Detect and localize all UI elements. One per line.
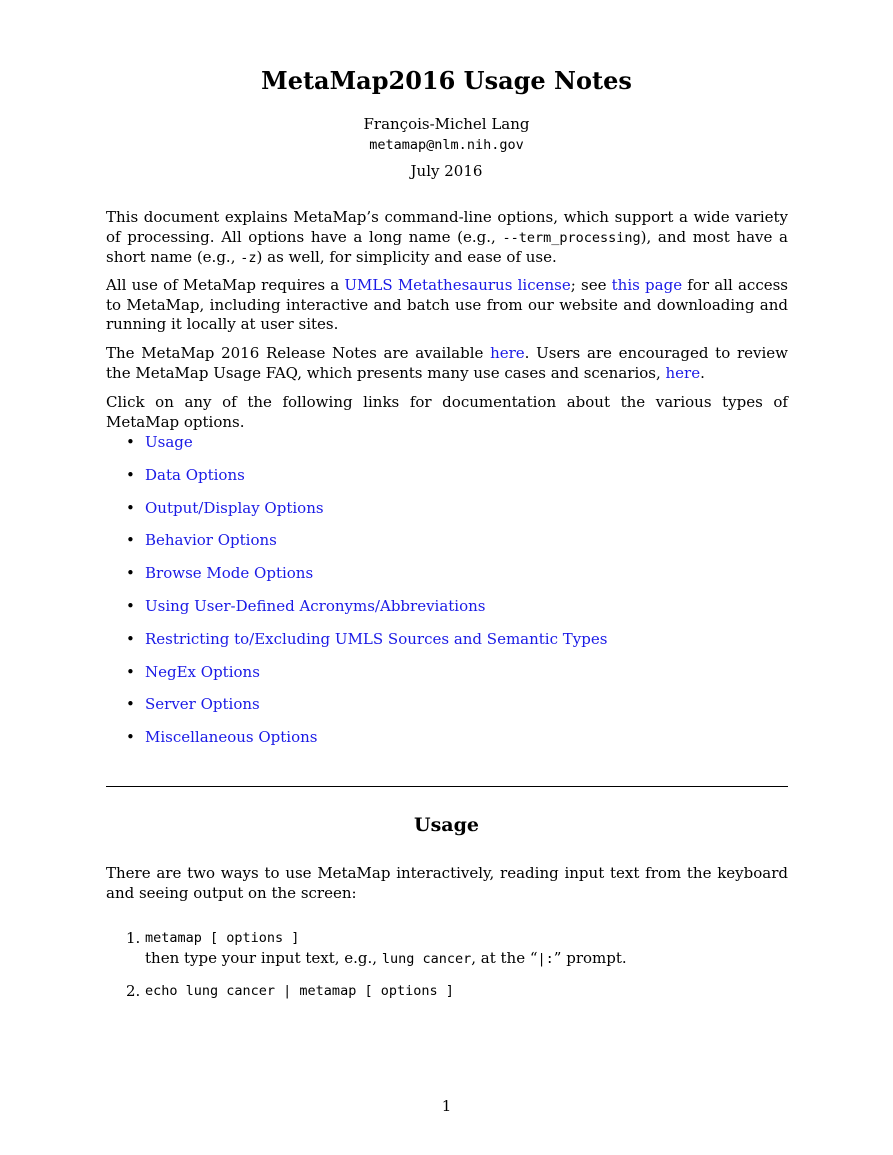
intro-paragraph-2 — [106, 276, 788, 335]
text-run: for all access to MetaMap, including interactive and batch use from our website and downloading and running it locally at user sites. — [106, 276, 788, 333]
list-item — [126, 728, 607, 761]
text-run: All use of MetaMap requires a — [106, 276, 345, 294]
list-item — [126, 663, 607, 696]
text-run: , at the “ — [471, 948, 538, 967]
text-run: ; see — [570, 276, 612, 294]
text-run: ) as well, for simplicity and ease of use. — [256, 248, 557, 266]
release-notes-link[interactable]: here — [490, 344, 525, 362]
document-title: MetaMap2016 Usage Notes — [261, 66, 632, 95]
toc-link-output-display-options[interactable]: Output/Display Options — [145, 498, 324, 517]
usage-faq-link[interactable]: here — [665, 363, 701, 382]
text-run: The MetaMap 2016 Release Notes are available — [106, 344, 491, 362]
toc-link-usage[interactable]: Usage — [145, 433, 193, 451]
intro-paragraph-3 — [106, 344, 788, 383]
echo-metamap-command: echo lung cancer | metamap [ options ] — [145, 983, 454, 999]
usage-item-1 — [126, 929, 788, 969]
list-item — [126, 597, 607, 630]
text-run: . — [700, 363, 705, 382]
usage-heading: Usage — [414, 814, 479, 836]
document-date: July 2016 — [410, 162, 483, 180]
item-1-description — [145, 949, 788, 970]
bullet: • — [126, 531, 135, 550]
usage-item-2 — [126, 982, 788, 1002]
toc-link-behavior-options[interactable]: Behavior Options — [145, 531, 277, 550]
intro-paragraph-4: Click on any of the following links for documentation about the various types of MetaMap options. — [106, 393, 788, 431]
code-term-processing: --term_processing — [502, 229, 641, 246]
list-item — [126, 433, 607, 466]
bullet: • — [126, 629, 135, 648]
list-item — [126, 630, 607, 663]
intro-paragraph-1 — [106, 208, 788, 269]
bullet: • — [126, 728, 135, 747]
author-block — [0, 114, 893, 156]
metamap-command: metamap [ options ] — [145, 930, 300, 946]
toc-link-negex-options[interactable]: NegEx Options — [145, 662, 260, 681]
code-lung-cancer: lung cancer — [381, 950, 472, 967]
umls-license-link[interactable]: UMLS Metathesaurus license — [344, 276, 571, 294]
list-item — [126, 466, 607, 499]
bullet: • — [126, 695, 135, 714]
code-z: -z — [240, 250, 257, 266]
code-prompt: |: — [537, 950, 554, 967]
section-divider — [106, 786, 788, 787]
text-run: . Users are encouraged to review the MetaMap Usage FAQ, which presents many use cases and scenarios, — [106, 344, 788, 382]
bullet: • — [126, 433, 135, 451]
toc-link-data-options[interactable]: Data Options — [145, 465, 245, 484]
author-email: metamap@nlm.nih.gov — [369, 137, 524, 153]
text-run: This document explains MetaMap’s command-line options, which support a wide variety of processing. All options have a long name (e.g., — [106, 208, 788, 246]
bullet: • — [126, 564, 135, 583]
bullet: • — [126, 498, 135, 517]
bullet: • — [126, 596, 135, 615]
list-item — [126, 695, 607, 728]
toc-link-acronyms[interactable]: Using User-Defined Acronyms/Abbreviations — [145, 596, 486, 615]
toc-link-restricting-sources[interactable]: Restricting to/Excluding UMLS Sources and Semantic Types — [145, 629, 608, 648]
toc-link-miscellaneous-options[interactable]: Miscellaneous Options — [145, 728, 318, 747]
item-number: 2. — [126, 982, 141, 1000]
list-item — [126, 564, 607, 597]
text-run: then type your input text, e.g., — [145, 948, 382, 967]
list-item — [126, 531, 607, 564]
text-run: ” prompt. — [553, 948, 627, 967]
toc-link-browse-mode-options[interactable]: Browse Mode Options — [145, 564, 314, 583]
text-run: ), and most have a short name (e.g., — [106, 227, 788, 266]
usage-intro-paragraph: There are two ways to use MetaMap interactively, reading input text from the keyboard and seeing output on the screen: — [106, 864, 788, 902]
author-name: François-Michel Lang — [363, 115, 530, 133]
item-number: 1. — [126, 929, 141, 947]
list-item — [126, 499, 607, 532]
bullet: • — [126, 662, 135, 681]
page-number: 1 — [441, 1097, 452, 1115]
bullet: • — [126, 465, 135, 484]
options-link-list — [126, 433, 607, 761]
this-page-link[interactable]: this page — [611, 276, 683, 294]
toc-link-server-options[interactable]: Server Options — [145, 695, 260, 714]
